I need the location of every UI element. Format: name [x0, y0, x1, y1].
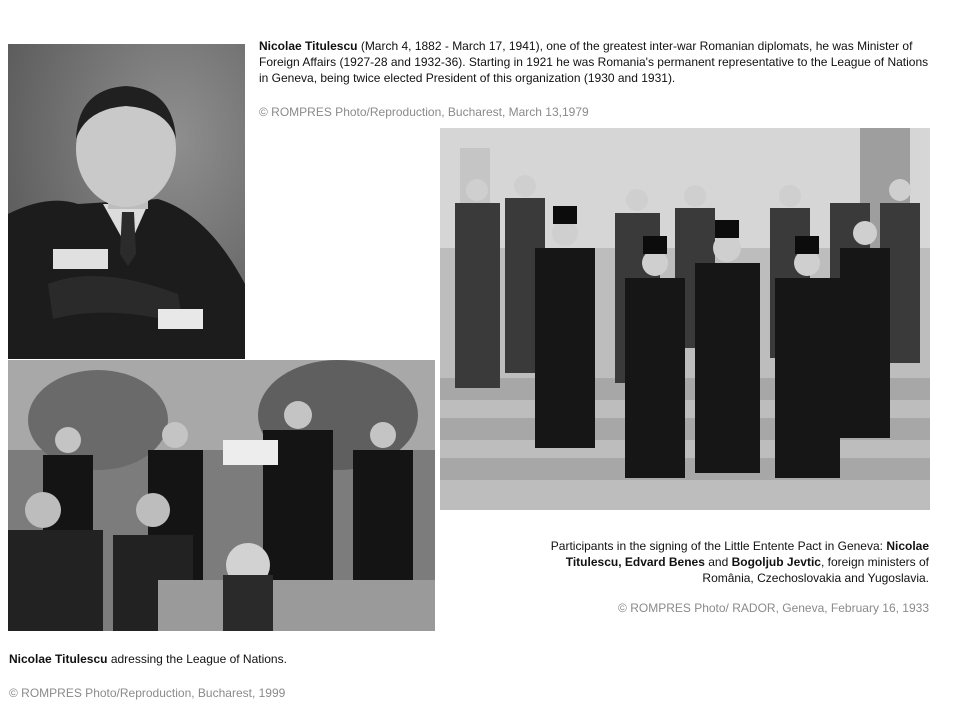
portrait-caption-name: Nicolae Titulescu	[259, 39, 358, 53]
league-of-nations-photo-image	[8, 360, 435, 631]
group-caption-names-2: Bogoljub Jevtic	[731, 555, 821, 569]
group-photo-caption	[537, 538, 929, 586]
little-entente-group-photo	[440, 128, 930, 510]
portrait-caption-text: (March 4, 1882 - March 17, 1941), one of the greatest inter-war Romanian diplomats, he was Minister of Foreign Affairs (1927-28 and 1932-36). Starting in 1921 he was Romania's permanent representative to the League of Nations in Geneva, being twice elected President of this organization (1930 and 1931).	[259, 39, 929, 85]
league-caption-name: Nicolae Titulescu	[9, 652, 108, 666]
group-caption-names-1: Nicolae Titulescu, Edvard Benes	[565, 539, 929, 569]
group-caption-rest: , foreign ministers of România, Czechoslovakia and Yugoslavia.	[702, 555, 929, 585]
portrait-credit: © ROMPRES Photo/Reproduction, Bucharest, March 13,1979	[259, 105, 589, 119]
portrait-photo	[8, 44, 245, 359]
league-photo-caption	[9, 651, 509, 667]
portrait-photo-image	[8, 44, 245, 359]
league-of-nations-photo	[8, 360, 435, 631]
league-photo-credit: © ROMPRES Photo/Reproduction, Bucharest, 1999	[9, 686, 286, 700]
group-photo-credit: © ROMPRES Photo/ RADOR, Geneva, February 16, 1933	[618, 601, 929, 615]
group-caption-intro: Participants in the signing of the Little Entente Pact in Geneva:	[550, 539, 883, 553]
league-caption-text: adressing the League of Nations.	[107, 652, 287, 666]
group-caption-and: and	[704, 555, 732, 569]
portrait-caption	[259, 38, 935, 86]
little-entente-group-photo-image	[440, 128, 930, 510]
